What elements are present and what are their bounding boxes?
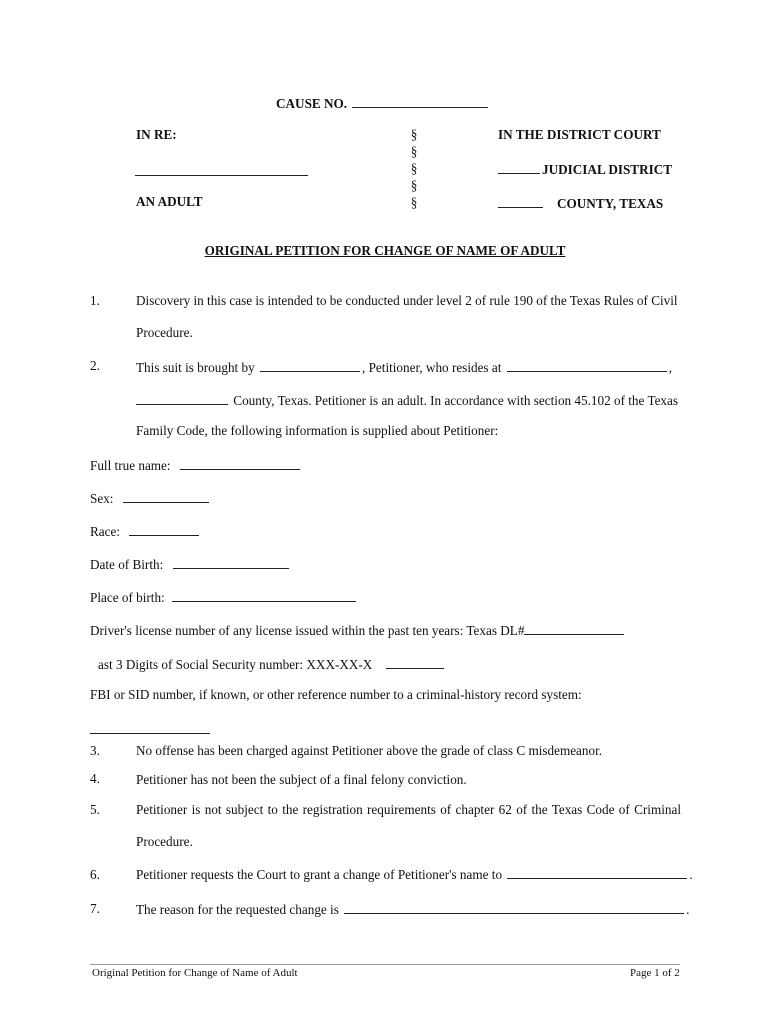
section-mark: § [410, 127, 418, 142]
paragraph-2-line-3: Family Code, the following information is supplied about Petitioner: [136, 423, 499, 438]
paragraph-2-text-a: This suit is brought by [136, 360, 255, 375]
paragraph-number: 7. [90, 901, 100, 916]
judicial-district-line [498, 161, 672, 176]
paragraph-3-text: No offense has been charged against Petitioner above the grade of class C misdemeanor. [136, 743, 603, 758]
district-number-blank[interactable] [498, 161, 540, 174]
sex-field [90, 490, 211, 505]
race-field [90, 523, 201, 538]
paragraph-2-line-1 [136, 359, 672, 374]
full-name-label: Full true name: [90, 458, 171, 473]
paragraph-2-text-c: , [668, 360, 672, 375]
full-name-blank[interactable] [180, 457, 300, 470]
paragraph-2-line-2 [136, 392, 678, 407]
date-of-birth-field [90, 556, 291, 571]
drivers-license-blank[interactable] [524, 622, 624, 635]
footer-document-title: Original Petition for Change of Name of Adult [92, 967, 298, 979]
new-name-blank[interactable] [507, 866, 687, 879]
section-mark: § [410, 144, 418, 159]
reason-blank[interactable] [344, 901, 684, 914]
race-blank[interactable] [129, 523, 199, 536]
paragraph-7-end: . [686, 902, 690, 917]
section-mark: § [410, 161, 418, 176]
petition-title: ORIGINAL PETITION FOR CHANGE OF NAME OF ADULT [204, 243, 566, 258]
section-mark: § [410, 195, 418, 210]
paragraph-number: 3. [90, 743, 100, 758]
paragraph-1-line-2: Procedure. [136, 325, 193, 340]
sex-blank[interactable] [123, 490, 209, 503]
cause-number-blank[interactable] [352, 95, 488, 108]
place-of-birth-label: Place of birth: [90, 590, 165, 605]
paragraph-2-text-line2: County, Texas. Petitioner is an adult. In accordance with section 45.102 of the Texas [233, 393, 679, 408]
ssn-field [98, 656, 446, 671]
paragraph-6-line [136, 866, 693, 881]
paragraph-6-end: . [689, 867, 693, 882]
paragraph-number: 6. [90, 867, 100, 882]
fbi-sid-label: FBI or SID number, if known, or other reference number to a criminal-history record system: [90, 687, 582, 702]
section-mark: § [410, 178, 418, 193]
race-label: Race: [90, 524, 121, 539]
cause-number-label: CAUSE NO. [276, 96, 348, 111]
cause-number-line [276, 95, 490, 110]
respondent-name-blank[interactable] [135, 175, 308, 176]
paragraph-7-line [136, 901, 689, 916]
date-of-birth-blank[interactable] [173, 556, 289, 569]
paragraph-2-text-b: , Petitioner, who resides at [362, 360, 502, 375]
an-adult-label: AN ADULT [136, 194, 203, 209]
paragraph-number: 1. [90, 293, 100, 308]
ssn-label: ast 3 Digits of Social Security number: XXX-XX-X [98, 657, 373, 672]
residence-address-blank[interactable] [507, 359, 667, 372]
paragraph-4-text: Petitioner has not been the subject of a final felony conviction. [136, 772, 467, 787]
paragraph-6-text: Petitioner requests the Court to grant a change of Petitioner's name to [136, 867, 503, 882]
sex-label: Sex: [90, 491, 114, 506]
district-court-label: IN THE DISTRICT COURT [498, 127, 661, 142]
footer-divider [90, 964, 680, 965]
paragraph-number: 5. [90, 802, 100, 817]
ssn-blank[interactable] [386, 656, 444, 669]
fbi-sid-blank[interactable] [90, 733, 210, 734]
place-of-birth-blank[interactable] [172, 589, 356, 602]
judicial-district-label: JUDICIAL DISTRICT [542, 162, 673, 177]
drivers-license-label: Driver's license number of any license issued within the past ten years: Texas DL# [90, 623, 525, 638]
paragraph-5-line-1: Petitioner is not subject to the registration requirements of chapter 62 of the Texas Code of Criminal [136, 802, 681, 817]
in-re-label: IN RE: [136, 127, 177, 142]
county-line [498, 195, 663, 210]
paragraph-1-line-1: Discovery in this case is intended to be conducted under level 2 of rule 190 of the Texas Rules of Civil [136, 293, 678, 308]
full-name-field [90, 457, 302, 472]
place-of-birth-field [90, 589, 358, 604]
footer-page-number: Page 1 of 2 [630, 967, 680, 979]
petitioner-name-blank[interactable] [260, 359, 360, 372]
paragraph-number: 4. [90, 771, 100, 786]
date-of-birth-label: Date of Birth: [90, 557, 164, 572]
paragraph-7-text: The reason for the requested change is [136, 902, 339, 917]
residence-county-blank[interactable] [136, 392, 228, 405]
county-texas-label: COUNTY, TEXAS [557, 196, 664, 211]
paragraph-number: 2. [90, 358, 100, 373]
drivers-license-field [90, 622, 626, 637]
paragraph-5-line-2: Procedure. [136, 834, 193, 849]
county-blank[interactable] [498, 195, 543, 208]
